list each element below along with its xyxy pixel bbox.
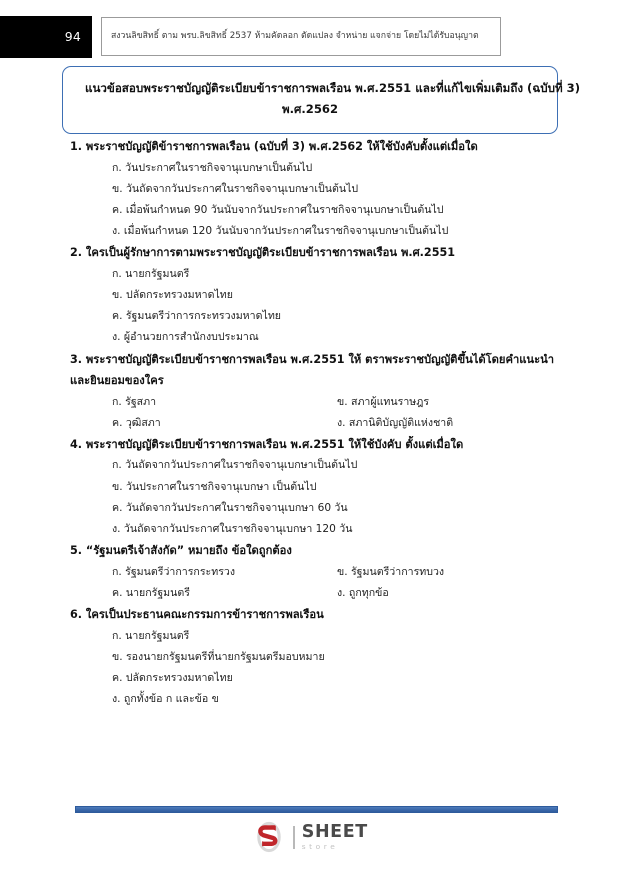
document-title-box (62, 66, 580, 134)
option-item: ข. สภาผู้แทนราษฎร (337, 395, 430, 408)
page-title-line2: พ.ศ.2562 (281, 102, 339, 117)
question-text: 6. ใครเป็นประธานคณะกรรมการข้าราชการพลเรือน (70, 608, 324, 621)
question-block (0, 604, 620, 710)
question-text: 1. พระราชบัญญัติข้าราชการพลเรือน (ฉบับที่ 3) พ.ศ.2562 ให้ใช้บังคับตั้งแต่เมื่อใด (70, 140, 478, 153)
option-item: ก. วันถัดจากวันประกาศในราชกิจจานุเบกษาเป็นต้นไป (112, 459, 358, 472)
option-item: ข. วันถัดจากวันประกาศในราชกิจจานุเบกษาเป็นต้นไป (112, 182, 359, 195)
option-item: ง. ถูกทั้งข้อ ก และข้อ ข (112, 693, 219, 706)
option-item: ข. ปลัดกระทรวงมหาดไทย (112, 288, 233, 301)
question-text-continuation: และยินยอมของใคร (70, 374, 164, 387)
option-item: ก. รัฐสภา (112, 395, 157, 408)
question-text-main: 3. พระราชบัญญัติระเบียบข้าราชการพลเรือน พ.ศ.2551 ให้ ตราพระราชบัญญัติขึ้นได้โดยคำแนะนำ (70, 352, 555, 366)
option-item: ง. ถูกทุกข้อ (337, 586, 389, 599)
option-item: ก. รัฐมนตรีว่าการกระทรวง (112, 565, 236, 578)
option-row (0, 413, 600, 434)
option-item: ค. วันถัดจากวันประกาศในราชกิจจานุเบกษา 60 วัน (112, 501, 348, 514)
logo-brand-text: SHEET (301, 821, 368, 842)
option-item: ง. วันถัดจากวันประกาศในราชกิจจานุเบกษา 120 วัน (112, 522, 353, 535)
question-block (0, 242, 620, 348)
page-number-text: 94 (64, 28, 81, 44)
sheet-store-logo-icon (252, 820, 286, 854)
option-row (0, 562, 600, 583)
question-text (0, 349, 620, 392)
question-text: 2. ใครเป็นผู้รักษาการตามพระราชบัญญัติระเบียบข้าราชการพลเรือน พ.ศ.2551 (70, 246, 456, 260)
option-item: ค. เมื่อพ้นกำหนด 90 วันนับจากวันประกาศในราชกิจจานุเบกษาเป็นต้นไป (112, 203, 444, 216)
option-item: ค. รัฐมนตรีว่าการกระทรวงมหาดไทย (112, 310, 282, 323)
option-row (0, 583, 600, 604)
question-block (0, 136, 620, 242)
page-header (0, 16, 620, 58)
option-item: ง. สภานิติบัญญัติแห่งชาติ (337, 416, 454, 429)
copyright-notice-text: สงวนลิขสิทธิ์ ตาม พรบ.ลิขสิทธิ์ 2537 ห้ามคัดลอก ตัดแปลง จำหน่าย แจกจ่าย โดยไม่ได้รับอนุญาต (111, 31, 479, 42)
footer-logo (0, 820, 620, 854)
option-item: ข. รัฐมนตรีว่าการทบวง (337, 565, 445, 578)
option-item: ค. นายกรัฐมนตรี (112, 586, 190, 599)
option-item: ง. เมื่อพ้นกำหนด 120 วันนับจากวันประกาศในราชกิจจานุเบกษาเป็นต้นไป (112, 225, 449, 238)
option-item: ก. นายกรัฐมนตรี (112, 629, 190, 642)
copyright-notice-box (101, 17, 501, 56)
question-list (0, 136, 620, 710)
question-block (0, 349, 620, 434)
option-item: ข. รองนายกรัฐมนตรีที่นายกรัฐมนตรีมอบหมาย (112, 650, 325, 663)
option-item: ค. วุฒิสภา (112, 416, 161, 429)
question-text: 5. “รัฐมนตรีเจ้าสังกัด” หมายถึง ข้อใดถูกต้อง (70, 544, 292, 558)
option-list (0, 392, 620, 434)
logo-wordmark (301, 821, 368, 852)
logo-divider (293, 826, 295, 849)
question-block (0, 540, 620, 604)
question-block (0, 434, 620, 540)
option-list (0, 626, 620, 711)
footer-divider (75, 806, 558, 813)
option-row (0, 392, 600, 413)
option-list (0, 264, 620, 349)
option-item: ก. นายกรัฐมนตรี (112, 267, 190, 280)
option-list (0, 158, 620, 243)
option-item: ก. วันประกาศในราชกิจจานุเบกษาเป็นต้นไป (112, 161, 313, 174)
option-list (0, 562, 620, 604)
logo-sub-text: store (301, 842, 339, 852)
option-item: ข. วันประกาศในราชกิจจานุเบกษา เป็นต้นไป (112, 480, 317, 493)
question-text: 4. พระราชบัญญัติระเบียบข้าราชการพลเรือน พ.ศ.2551 ให้ใช้บังคับ ตั้งแต่เมื่อใด (70, 437, 464, 451)
brand-logo (252, 820, 368, 854)
page-title-line1: แนวข้อสอบพระราชบัญญัติระเบียบข้าราชการพลเรือน พ.ศ.2551 และที่แก้ไขเพิ่มเติมถึง (ฉบับที่ 3) (85, 81, 580, 95)
option-item: ง. ผู้อำนวยการสำนักงบประมาณ (112, 331, 259, 344)
page-number-badge (0, 16, 92, 58)
option-item: ค. ปลัดกระทรวงมหาดไทย (112, 671, 233, 684)
option-list (0, 455, 620, 540)
